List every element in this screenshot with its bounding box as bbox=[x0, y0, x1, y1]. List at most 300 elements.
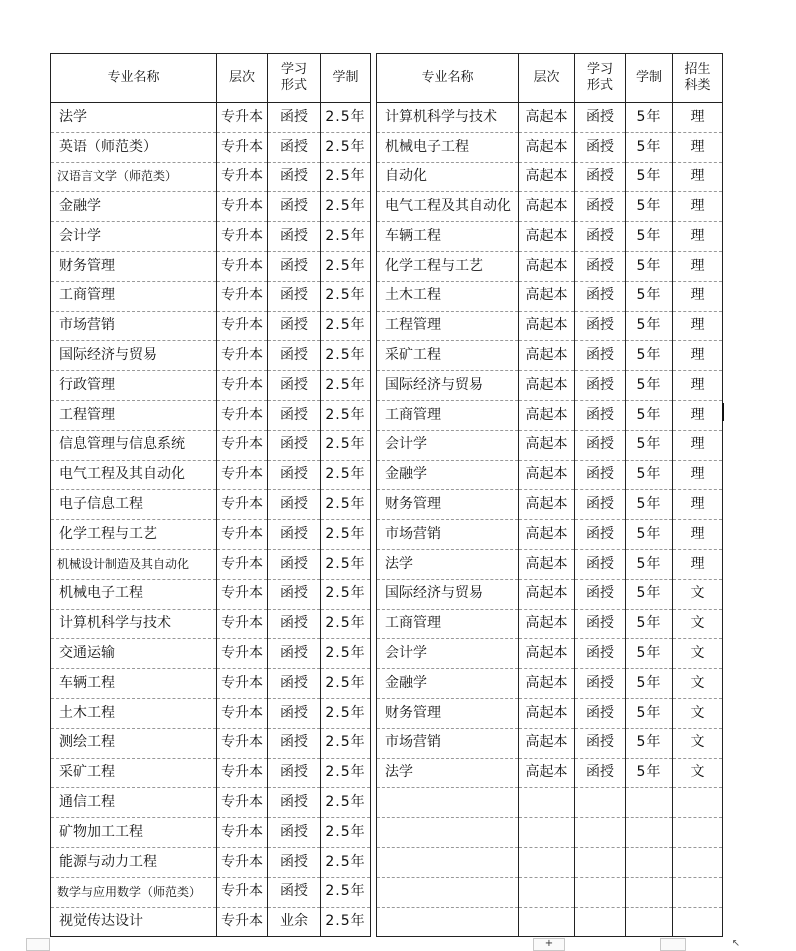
right-scroll-button[interactable] bbox=[660, 938, 686, 951]
header-name: 专业名称 bbox=[377, 54, 519, 103]
table-row bbox=[377, 490, 723, 520]
table-row bbox=[51, 669, 371, 699]
cell-level[interactable]: 高起本 bbox=[519, 341, 575, 371]
table-row bbox=[51, 758, 371, 788]
cell-mode[interactable]: 函授 bbox=[575, 490, 626, 520]
cell-duration[interactable]: 5年 bbox=[626, 311, 673, 341]
cell-name[interactable]: 计算机科学与技术 bbox=[51, 609, 217, 639]
cell-duration[interactable]: 2.5年 bbox=[321, 877, 371, 907]
cell-name[interactable]: 电气工程及其自动化 bbox=[377, 192, 519, 222]
cell-mode[interactable]: 函授 bbox=[268, 818, 321, 848]
cell-duration[interactable]: 2.5年 bbox=[321, 579, 371, 609]
cell-mode[interactable]: 函授 bbox=[575, 609, 626, 639]
table-row bbox=[377, 103, 723, 133]
cell-mode[interactable] bbox=[575, 788, 626, 818]
cell-mode[interactable]: 函授 bbox=[268, 698, 321, 728]
cell-name[interactable]: 机械电子工程 bbox=[51, 579, 217, 609]
cell-subject[interactable]: 理 bbox=[673, 281, 723, 311]
table-row bbox=[377, 222, 723, 252]
table-row bbox=[51, 251, 371, 281]
cell-duration[interactable]: 2.5年 bbox=[321, 549, 371, 579]
cell-subject[interactable]: 理 bbox=[673, 251, 723, 281]
cell-duration[interactable]: 5年 bbox=[626, 758, 673, 788]
cell-name[interactable]: 矿物加工工程 bbox=[51, 818, 217, 848]
cell-name[interactable]: 自动化 bbox=[377, 162, 519, 192]
cell-mode[interactable]: 函授 bbox=[268, 728, 321, 758]
header-name: 专业名称 bbox=[51, 54, 217, 103]
cell-mode[interactable]: 函授 bbox=[575, 549, 626, 579]
cell-name[interactable]: 机械设计制造及其自动化 bbox=[51, 549, 217, 579]
cell-level[interactable]: 专升本 bbox=[217, 877, 268, 907]
cell-mode[interactable] bbox=[575, 818, 626, 848]
cell-mode[interactable]: 函授 bbox=[268, 549, 321, 579]
cell-duration[interactable]: 2.5年 bbox=[321, 251, 371, 281]
cell-mode[interactable]: 函授 bbox=[268, 877, 321, 907]
cell-name[interactable]: 信息管理与信息系统 bbox=[51, 430, 217, 460]
cell-name[interactable]: 行政管理 bbox=[51, 371, 217, 401]
cell-level[interactable] bbox=[519, 877, 575, 907]
cell-level[interactable]: 高起本 bbox=[519, 162, 575, 192]
cell-mode[interactable]: 函授 bbox=[268, 103, 321, 133]
cell-duration[interactable]: 5年 bbox=[626, 162, 673, 192]
table-row bbox=[377, 520, 723, 550]
cell-level[interactable]: 专升本 bbox=[217, 579, 268, 609]
cell-name[interactable]: 化学工程与工艺 bbox=[377, 251, 519, 281]
cell-name[interactable]: 英语（师范类） bbox=[51, 132, 217, 162]
table-row bbox=[377, 698, 723, 728]
cell-subject[interactable]: 理 bbox=[673, 162, 723, 192]
cell-name[interactable] bbox=[377, 788, 519, 818]
resize-corner-icon[interactable]: ↖ bbox=[731, 938, 740, 949]
cell-subject[interactable]: 理 bbox=[673, 400, 723, 430]
cell-duration[interactable]: 2.5年 bbox=[321, 520, 371, 550]
cell-mode[interactable]: 函授 bbox=[268, 609, 321, 639]
cell-level[interactable]: 高起本 bbox=[519, 132, 575, 162]
cell-name[interactable]: 金融学 bbox=[377, 460, 519, 490]
left-scroll-button[interactable] bbox=[26, 938, 50, 951]
cell-level[interactable]: 高起本 bbox=[519, 639, 575, 669]
cell-subject[interactable]: 文 bbox=[673, 669, 723, 699]
cell-name[interactable]: 测绘工程 bbox=[51, 728, 217, 758]
cell-subject[interactable]: 理 bbox=[673, 430, 723, 460]
cell-mode[interactable]: 函授 bbox=[575, 251, 626, 281]
cell-mode[interactable]: 函授 bbox=[268, 251, 321, 281]
table-row bbox=[51, 490, 371, 520]
cell-name[interactable]: 法学 bbox=[377, 758, 519, 788]
cell-name[interactable]: 财务管理 bbox=[51, 251, 217, 281]
cell-mode[interactable]: 函授 bbox=[268, 758, 321, 788]
cell-mode[interactable]: 函授 bbox=[268, 371, 321, 401]
cell-level[interactable]: 高起本 bbox=[519, 400, 575, 430]
cell-duration[interactable]: 5年 bbox=[626, 430, 673, 460]
cell-mode[interactable]: 函授 bbox=[575, 222, 626, 252]
cell-name[interactable]: 工商管理 bbox=[51, 281, 217, 311]
cell-mode[interactable] bbox=[575, 907, 626, 937]
cell-level[interactable]: 专升本 bbox=[217, 639, 268, 669]
cell-level[interactable]: 专升本 bbox=[217, 907, 268, 937]
table-row bbox=[51, 222, 371, 252]
cell-level[interactable]: 高起本 bbox=[519, 490, 575, 520]
cell-subject[interactable]: 理 bbox=[673, 132, 723, 162]
header-subject-line2: 科类 bbox=[684, 78, 711, 93]
cell-subject[interactable] bbox=[673, 788, 723, 818]
cell-level[interactable]: 专升本 bbox=[217, 400, 268, 430]
header-mode-line1: 学习 bbox=[586, 62, 613, 77]
cell-duration[interactable]: 5年 bbox=[626, 460, 673, 490]
cell-level[interactable]: 专升本 bbox=[217, 698, 268, 728]
cell-duration[interactable]: 2.5年 bbox=[321, 847, 371, 877]
cell-mode[interactable]: 函授 bbox=[575, 341, 626, 371]
cell-level[interactable]: 专升本 bbox=[217, 460, 268, 490]
cell-duration[interactable]: 2.5年 bbox=[321, 192, 371, 222]
cell-name[interactable]: 法学 bbox=[377, 549, 519, 579]
table-row bbox=[377, 877, 723, 907]
cell-level[interactable] bbox=[519, 907, 575, 937]
cell-duration[interactable]: 2.5年 bbox=[321, 758, 371, 788]
left-table-body bbox=[51, 103, 371, 937]
cell-duration[interactable]: 5年 bbox=[626, 490, 673, 520]
cell-name[interactable]: 车辆工程 bbox=[377, 222, 519, 252]
cell-duration[interactable]: 5年 bbox=[626, 579, 673, 609]
cell-duration[interactable]: 2.5年 bbox=[321, 430, 371, 460]
cell-level[interactable]: 高起本 bbox=[519, 609, 575, 639]
cell-mode[interactable] bbox=[575, 847, 626, 877]
table-row bbox=[51, 192, 371, 222]
cell-mode[interactable]: 函授 bbox=[268, 162, 321, 192]
cell-subject[interactable]: 文 bbox=[673, 728, 723, 758]
add-button[interactable]: + bbox=[533, 938, 565, 951]
cell-mode[interactable]: 函授 bbox=[268, 311, 321, 341]
cell-duration[interactable]: 5年 bbox=[626, 669, 673, 699]
cell-name[interactable]: 工程管理 bbox=[51, 400, 217, 430]
cell-mode[interactable]: 函授 bbox=[268, 400, 321, 430]
cell-mode[interactable]: 函授 bbox=[575, 162, 626, 192]
cell-name[interactable]: 视觉传达设计 bbox=[51, 907, 217, 937]
cell-subject[interactable]: 理 bbox=[673, 549, 723, 579]
cell-mode[interactable]: 函授 bbox=[575, 698, 626, 728]
cell-subject[interactable]: 文 bbox=[673, 758, 723, 788]
cell-mode[interactable]: 函授 bbox=[268, 281, 321, 311]
cell-subject[interactable]: 理 bbox=[673, 520, 723, 550]
cell-level[interactable] bbox=[519, 818, 575, 848]
cell-name[interactable]: 计算机科学与技术 bbox=[377, 103, 519, 133]
cell-name[interactable] bbox=[377, 877, 519, 907]
cell-level[interactable]: 专升本 bbox=[217, 609, 268, 639]
cell-duration[interactable]: 2.5年 bbox=[321, 728, 371, 758]
cell-level[interactable]: 专升本 bbox=[217, 103, 268, 133]
table-row bbox=[377, 192, 723, 222]
header-duration: 学制 bbox=[321, 54, 371, 103]
cell-mode[interactable]: 函授 bbox=[268, 579, 321, 609]
cell-mode[interactable]: 函授 bbox=[268, 460, 321, 490]
cell-subject[interactable]: 理 bbox=[673, 192, 723, 222]
cell-duration[interactable]: 2.5年 bbox=[321, 460, 371, 490]
cell-duration[interactable]: 2.5年 bbox=[321, 609, 371, 639]
cell-duration[interactable]: 2.5年 bbox=[321, 669, 371, 699]
cell-level[interactable]: 高起本 bbox=[519, 103, 575, 133]
cell-name[interactable]: 国际经济与贸易 bbox=[51, 341, 217, 371]
cell-level[interactable]: 高起本 bbox=[519, 281, 575, 311]
cell-level[interactable]: 专升本 bbox=[217, 341, 268, 371]
cell-subject[interactable]: 理 bbox=[673, 341, 723, 371]
cell-level[interactable]: 高起本 bbox=[519, 251, 575, 281]
cell-name[interactable]: 采矿工程 bbox=[377, 341, 519, 371]
cell-duration[interactable] bbox=[626, 818, 673, 848]
cell-mode[interactable]: 函授 bbox=[268, 847, 321, 877]
cell-duration[interactable]: 2.5年 bbox=[321, 311, 371, 341]
cell-subject[interactable]: 理 bbox=[673, 222, 723, 252]
header-mode-line2: 形式 bbox=[586, 78, 613, 93]
cell-subject[interactable]: 理 bbox=[673, 490, 723, 520]
cell-duration[interactable]: 2.5年 bbox=[321, 400, 371, 430]
cell-level[interactable]: 高起本 bbox=[519, 758, 575, 788]
cell-level[interactable]: 专升本 bbox=[217, 788, 268, 818]
cell-name[interactable]: 电子信息工程 bbox=[51, 490, 217, 520]
text-cursor bbox=[722, 403, 724, 421]
cell-name[interactable]: 财务管理 bbox=[377, 490, 519, 520]
cell-name[interactable]: 金融学 bbox=[377, 669, 519, 699]
cell-duration[interactable] bbox=[626, 847, 673, 877]
cell-duration[interactable]: 2.5年 bbox=[321, 341, 371, 371]
cell-duration[interactable]: 5年 bbox=[626, 103, 673, 133]
cell-level[interactable]: 高起本 bbox=[519, 222, 575, 252]
cell-level[interactable] bbox=[519, 847, 575, 877]
cell-mode[interactable]: 函授 bbox=[268, 520, 321, 550]
cell-mode[interactable]: 函授 bbox=[268, 788, 321, 818]
cell-level[interactable]: 高起本 bbox=[519, 698, 575, 728]
cell-level[interactable]: 高起本 bbox=[519, 311, 575, 341]
cell-level[interactable]: 专升本 bbox=[217, 549, 268, 579]
cell-name[interactable]: 金融学 bbox=[51, 192, 217, 222]
cell-mode[interactable] bbox=[575, 877, 626, 907]
cell-mode[interactable]: 函授 bbox=[575, 579, 626, 609]
cell-mode[interactable]: 函授 bbox=[575, 192, 626, 222]
cell-mode[interactable]: 函授 bbox=[268, 639, 321, 669]
table-row bbox=[377, 579, 723, 609]
cell-duration[interactable]: 5年 bbox=[626, 192, 673, 222]
cell-name[interactable] bbox=[377, 818, 519, 848]
cell-name[interactable]: 市场营销 bbox=[377, 520, 519, 550]
cell-subject[interactable]: 文 bbox=[673, 609, 723, 639]
cell-duration[interactable]: 5年 bbox=[626, 341, 673, 371]
cell-level[interactable]: 高起本 bbox=[519, 549, 575, 579]
cell-duration[interactable] bbox=[626, 907, 673, 937]
cell-level[interactable]: 专升本 bbox=[217, 251, 268, 281]
cell-level[interactable]: 专升本 bbox=[217, 728, 268, 758]
cell-name[interactable]: 会计学 bbox=[377, 430, 519, 460]
cell-duration[interactable]: 2.5年 bbox=[321, 162, 371, 192]
cell-name[interactable] bbox=[377, 907, 519, 937]
cell-duration[interactable]: 2.5年 bbox=[321, 788, 371, 818]
cell-level[interactable]: 专升本 bbox=[217, 490, 268, 520]
cell-level[interactable]: 专升本 bbox=[217, 192, 268, 222]
cell-name[interactable]: 法学 bbox=[51, 103, 217, 133]
cell-duration[interactable]: 5年 bbox=[626, 400, 673, 430]
cell-subject[interactable] bbox=[673, 877, 723, 907]
cell-mode[interactable]: 函授 bbox=[575, 281, 626, 311]
cell-mode[interactable]: 函授 bbox=[575, 758, 626, 788]
table-row bbox=[377, 460, 723, 490]
cell-level[interactable]: 专升本 bbox=[217, 311, 268, 341]
cell-mode[interactable]: 函授 bbox=[268, 192, 321, 222]
table-row bbox=[377, 341, 723, 371]
cell-mode[interactable]: 函授 bbox=[575, 103, 626, 133]
cell-mode[interactable]: 函授 bbox=[268, 132, 321, 162]
cell-level[interactable]: 专升本 bbox=[217, 520, 268, 550]
cell-level[interactable]: 高起本 bbox=[519, 430, 575, 460]
cell-duration[interactable]: 2.5年 bbox=[321, 698, 371, 728]
cell-level[interactable]: 高起本 bbox=[519, 371, 575, 401]
table-row bbox=[377, 311, 723, 341]
cell-name[interactable]: 土木工程 bbox=[51, 698, 217, 728]
cell-subject[interactable]: 理 bbox=[673, 460, 723, 490]
cell-name[interactable]: 工商管理 bbox=[377, 609, 519, 639]
table-row bbox=[51, 371, 371, 401]
cell-name[interactable]: 市场营销 bbox=[377, 728, 519, 758]
table-row bbox=[377, 281, 723, 311]
cell-mode[interactable]: 函授 bbox=[575, 371, 626, 401]
cell-level[interactable]: 专升本 bbox=[217, 758, 268, 788]
cell-level[interactable]: 高起本 bbox=[519, 460, 575, 490]
cell-duration[interactable]: 5年 bbox=[626, 520, 673, 550]
cell-level[interactable]: 专升本 bbox=[217, 371, 268, 401]
cell-mode[interactable]: 函授 bbox=[268, 341, 321, 371]
cell-level[interactable]: 专升本 bbox=[217, 818, 268, 848]
cell-subject[interactable]: 理 bbox=[673, 311, 723, 341]
cell-duration[interactable]: 5年 bbox=[626, 549, 673, 579]
cell-name[interactable]: 化学工程与工艺 bbox=[51, 520, 217, 550]
cell-level[interactable]: 高起本 bbox=[519, 728, 575, 758]
cell-name[interactable]: 会计学 bbox=[51, 222, 217, 252]
cell-name[interactable]: 国际经济与贸易 bbox=[377, 579, 519, 609]
cell-subject[interactable] bbox=[673, 818, 723, 848]
cell-duration[interactable]: 2.5年 bbox=[321, 132, 371, 162]
cell-mode[interactable]: 函授 bbox=[268, 490, 321, 520]
cell-duration[interactable]: 5年 bbox=[626, 609, 673, 639]
table-row bbox=[51, 549, 371, 579]
cell-duration[interactable]: 2.5年 bbox=[321, 818, 371, 848]
cell-mode[interactable]: 函授 bbox=[575, 311, 626, 341]
cell-subject[interactable] bbox=[673, 907, 723, 937]
cell-subject[interactable]: 文 bbox=[673, 579, 723, 609]
table-row bbox=[51, 877, 371, 907]
cell-duration[interactable]: 5年 bbox=[626, 728, 673, 758]
cell-mode[interactable]: 函授 bbox=[575, 132, 626, 162]
table-row bbox=[377, 430, 723, 460]
table-row bbox=[51, 907, 371, 937]
cell-subject[interactable]: 理 bbox=[673, 103, 723, 133]
cell-level[interactable]: 专升本 bbox=[217, 132, 268, 162]
cell-name[interactable]: 交通运输 bbox=[51, 639, 217, 669]
cell-duration[interactable]: 2.5年 bbox=[321, 371, 371, 401]
cell-mode[interactable]: 业余 bbox=[268, 907, 321, 937]
table-row bbox=[377, 639, 723, 669]
cell-name[interactable]: 采矿工程 bbox=[51, 758, 217, 788]
cell-mode[interactable]: 函授 bbox=[575, 669, 626, 699]
header-duration: 学制 bbox=[626, 54, 673, 103]
cell-subject[interactable] bbox=[673, 847, 723, 877]
cell-name[interactable]: 市场营销 bbox=[51, 311, 217, 341]
cell-duration[interactable]: 5年 bbox=[626, 281, 673, 311]
cell-level[interactable] bbox=[519, 788, 575, 818]
right-program-table bbox=[376, 53, 723, 937]
cell-name[interactable]: 数学与应用数学（师范类） bbox=[51, 877, 217, 907]
cell-name[interactable]: 土木工程 bbox=[377, 281, 519, 311]
cell-level[interactable]: 高起本 bbox=[519, 192, 575, 222]
cell-name[interactable]: 会计学 bbox=[377, 639, 519, 669]
cell-subject[interactable]: 文 bbox=[673, 698, 723, 728]
table-row bbox=[51, 788, 371, 818]
cell-level[interactable]: 专升本 bbox=[217, 162, 268, 192]
cell-name[interactable]: 机械电子工程 bbox=[377, 132, 519, 162]
cell-mode[interactable]: 函授 bbox=[575, 520, 626, 550]
cell-name[interactable]: 汉语言文学（师范类） bbox=[51, 162, 217, 192]
cell-name[interactable]: 车辆工程 bbox=[51, 669, 217, 699]
cell-level[interactable]: 专升本 bbox=[217, 669, 268, 699]
status-bar bbox=[0, 938, 796, 950]
cell-level[interactable]: 专升本 bbox=[217, 847, 268, 877]
cell-duration[interactable]: 2.5年 bbox=[321, 907, 371, 937]
cell-mode[interactable]: 函授 bbox=[575, 728, 626, 758]
cell-name[interactable]: 能源与动力工程 bbox=[51, 847, 217, 877]
cell-duration[interactable] bbox=[626, 788, 673, 818]
cell-duration[interactable]: 5年 bbox=[626, 251, 673, 281]
cell-duration[interactable]: 5年 bbox=[626, 698, 673, 728]
cell-duration[interactable]: 5年 bbox=[626, 371, 673, 401]
cell-level[interactable]: 高起本 bbox=[519, 520, 575, 550]
cell-duration[interactable]: 5年 bbox=[626, 639, 673, 669]
cell-name[interactable]: 通信工程 bbox=[51, 788, 217, 818]
cell-mode[interactable]: 函授 bbox=[575, 460, 626, 490]
cell-level[interactable]: 高起本 bbox=[519, 669, 575, 699]
cell-duration[interactable]: 2.5年 bbox=[321, 639, 371, 669]
header-mode-line2: 形式 bbox=[280, 78, 307, 93]
header-level: 层次 bbox=[519, 54, 575, 103]
cell-mode[interactable]: 函授 bbox=[575, 430, 626, 460]
cell-name[interactable]: 财务管理 bbox=[377, 698, 519, 728]
table-row bbox=[377, 907, 723, 937]
cell-duration[interactable]: 5年 bbox=[626, 222, 673, 252]
cell-duration[interactable] bbox=[626, 877, 673, 907]
cell-subject[interactable]: 理 bbox=[673, 371, 723, 401]
cell-name[interactable]: 工程管理 bbox=[377, 311, 519, 341]
cell-name[interactable] bbox=[377, 847, 519, 877]
cell-level[interactable]: 专升本 bbox=[217, 281, 268, 311]
cell-name[interactable]: 电气工程及其自动化 bbox=[51, 460, 217, 490]
table-row bbox=[51, 847, 371, 877]
cell-mode[interactable]: 函授 bbox=[575, 400, 626, 430]
table-row bbox=[51, 639, 371, 669]
cell-mode[interactable]: 函授 bbox=[268, 430, 321, 460]
cell-mode[interactable]: 函授 bbox=[575, 639, 626, 669]
cell-level[interactable]: 高起本 bbox=[519, 579, 575, 609]
cell-duration[interactable]: 2.5年 bbox=[321, 281, 371, 311]
cell-mode[interactable]: 函授 bbox=[268, 669, 321, 699]
cell-name[interactable]: 国际经济与贸易 bbox=[377, 371, 519, 401]
cell-subject[interactable]: 文 bbox=[673, 639, 723, 669]
cell-duration[interactable]: 5年 bbox=[626, 132, 673, 162]
cell-level[interactable]: 专升本 bbox=[217, 222, 268, 252]
cell-mode[interactable]: 函授 bbox=[268, 222, 321, 252]
cell-duration[interactable]: 2.5年 bbox=[321, 103, 371, 133]
cell-duration[interactable]: 2.5年 bbox=[321, 490, 371, 520]
cell-level[interactable]: 专升本 bbox=[217, 430, 268, 460]
table-row bbox=[51, 460, 371, 490]
table-row bbox=[377, 162, 723, 192]
table-row bbox=[51, 609, 371, 639]
cell-duration[interactable]: 2.5年 bbox=[321, 222, 371, 252]
cell-name[interactable]: 工商管理 bbox=[377, 400, 519, 430]
